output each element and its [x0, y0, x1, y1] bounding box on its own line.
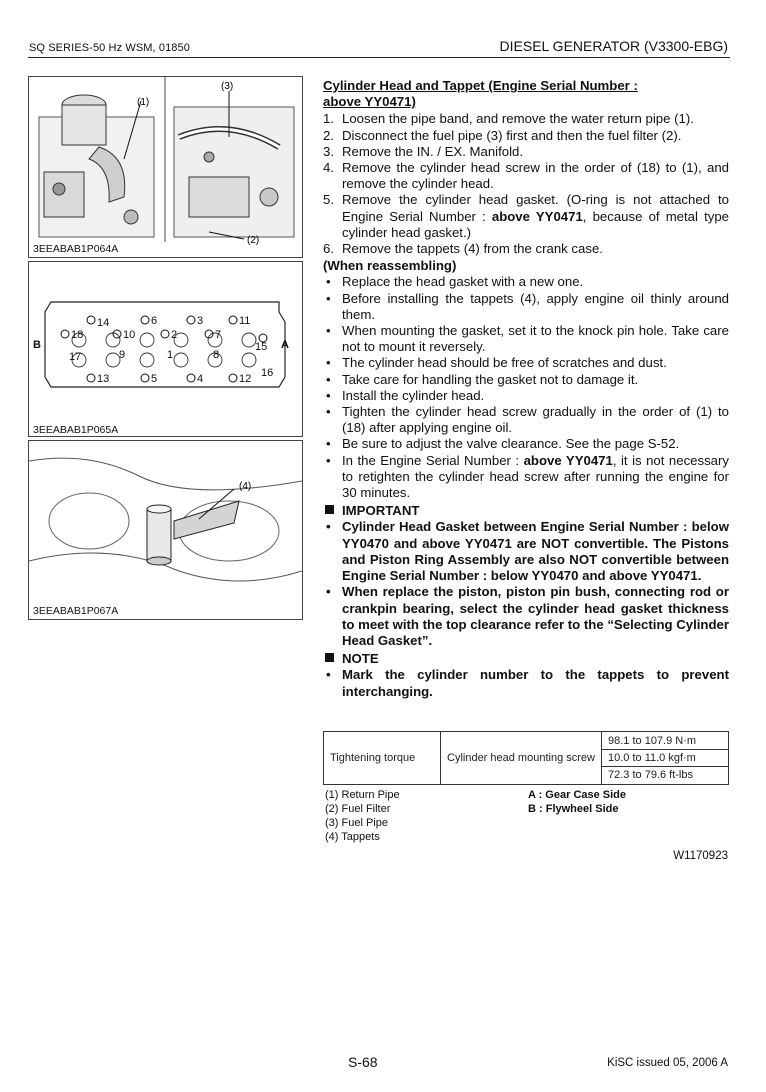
square-bullet-icon	[325, 653, 334, 662]
figure-code: 3EEABAB1P065A	[33, 424, 119, 436]
figure-return-pipe-fuel	[28, 76, 303, 258]
removal-steps	[323, 111, 729, 257]
square-bullet-icon	[325, 505, 334, 514]
step-item: 1. Loosen the pipe band, and remove the water return pipe (1).	[323, 111, 694, 127]
list-item: • In the Engine Serial Number : above YY0471, it is not necessary to retighten the cylinder head screw after running the engine for 30 minutes.	[323, 453, 729, 502]
engine-illustration-1	[29, 77, 302, 257]
bolt-4: 4	[197, 373, 204, 385]
bolt-6: 6	[151, 315, 158, 327]
list-item: • Be sure to adjust the valve clearance. See the page S-52.	[323, 436, 729, 452]
important-heading: IMPORTANT	[323, 503, 729, 519]
torque-table	[323, 731, 729, 785]
list-item: • Before installing the tappets (4), apply engine oil thinly around them.	[323, 291, 729, 323]
list-item: • Mark the cylinder number to the tappets to prevent interchanging.	[323, 667, 729, 699]
list-item: • Install the cylinder head.	[323, 388, 729, 404]
callout-1: (1)	[137, 97, 150, 108]
list-item: • The cylinder head should be free of scratches and dust.	[323, 355, 729, 371]
reassembling-list	[323, 274, 729, 501]
list-item: • Cylinder Head Gasket between Engine Serial Number : below YY0470 and above YY0471 are NOT convertible. The Pistons and Piston Ring Assembly are also NOT convertible between Engine Serial Number : below YY0470 and above YY0471.	[323, 519, 729, 584]
bolt-10: 10	[123, 329, 136, 341]
list-item: • When replace the piston, piston pin bush, connecting rod or crankpin bearing, select the cylinder head gasket thickness to meet with the top clearance refer to the “Selecting Cylinder Head Gasket”.	[323, 584, 729, 649]
step-item: 6. Remove the tappets (4) from the crank case.	[323, 241, 603, 257]
bolt-9: 9	[119, 349, 126, 361]
list-item: • Take care for handling the gasket not to damage it.	[323, 372, 729, 388]
step-item: 3. Remove the IN. / EX. Manifold.	[323, 143, 524, 159]
cylinder-head-bolt-diagram	[29, 262, 302, 436]
step-item: 4. Remove the cylinder head screw in the order of (18) to (1), and remove the cylinder head.	[323, 160, 729, 192]
page-number: S-68	[348, 1054, 378, 1070]
bolt-13: 13	[97, 373, 110, 385]
parts-legend: (1) Return Pipe (2) Fuel Filter (3) Fuel Pipe (4) Tappets	[325, 789, 400, 843]
side-label-b: B	[33, 339, 41, 351]
torque-label: Tightening torque	[324, 732, 441, 785]
figure-code: 3EEABAB1P067A	[33, 605, 119, 617]
callout-4: (4)	[239, 481, 252, 492]
bolt-15: 15	[255, 341, 268, 353]
list-item: • Tighten the cylinder head screw gradually in the order of (1) to (18) after applying engine oil.	[323, 404, 729, 436]
callout-3: (3)	[221, 81, 234, 92]
bolt-8: 8	[213, 349, 220, 361]
bolt-3: 3	[197, 315, 204, 327]
tappet-illustration	[29, 441, 302, 619]
document-id: W1170923	[673, 850, 728, 862]
bolt-18: 18	[71, 329, 84, 341]
figure-tappets	[28, 440, 303, 620]
bolt-16: 16	[261, 367, 274, 379]
bolt-12: 12	[239, 373, 252, 385]
bolt-2: 2	[171, 329, 178, 341]
header-divider	[28, 57, 730, 58]
procedure-content	[323, 78, 729, 700]
figure-code: 3EEABAB1P064A	[33, 243, 119, 255]
issue-info: KiSC issued 05, 2006 A	[607, 1057, 728, 1069]
list-item: • When mounting the gasket, set it to the knock pin hole. Take care not to mount it reversely.	[323, 323, 729, 355]
header-model-title: DIESEL GENERATOR (V3300-EBG)	[499, 38, 728, 54]
bolt-14: 14	[97, 317, 110, 329]
side-label-a: A	[281, 339, 289, 351]
list-item: • Replace the head gasket with a new one.	[323, 274, 729, 290]
important-list	[323, 519, 729, 649]
note-heading: NOTE	[323, 651, 729, 667]
reassembling-heading: (When reassembling)	[323, 258, 457, 274]
step-item: 2. Disconnect the fuel pipe (3) first and then the fuel filter (2).	[323, 127, 682, 143]
figure-screw-order	[28, 261, 303, 437]
header-manual-code: SQ SERIES-50 Hz WSM, 01850	[29, 42, 190, 54]
bolt-17: 17	[69, 351, 82, 363]
bolt-7: 7	[215, 329, 222, 341]
sides-legend: A : Gear Case Side B : Flywheel Side	[528, 789, 627, 815]
torque-item: Cylinder head mounting screw	[441, 732, 602, 785]
bolt-1: 1	[167, 349, 174, 361]
step-item: 5. Remove the cylinder head gasket. (O-ring is not attached to Engine Serial Number : above YY0471, because of metal type cylinder head gasket.)	[323, 192, 729, 240]
callout-2: (2)	[247, 235, 260, 246]
note-list	[323, 667, 729, 699]
bolt-5: 5	[151, 373, 158, 385]
torque-values: 98.1 to 107.9 N·m 10.0 to 11.0 kgf·m 72.3 to 79.6 ft-lbs	[602, 732, 729, 785]
section-title: Cylinder Head and Tappet (Engine Serial Number : above YY0471)	[323, 78, 638, 110]
bolt-11: 11	[239, 315, 251, 327]
